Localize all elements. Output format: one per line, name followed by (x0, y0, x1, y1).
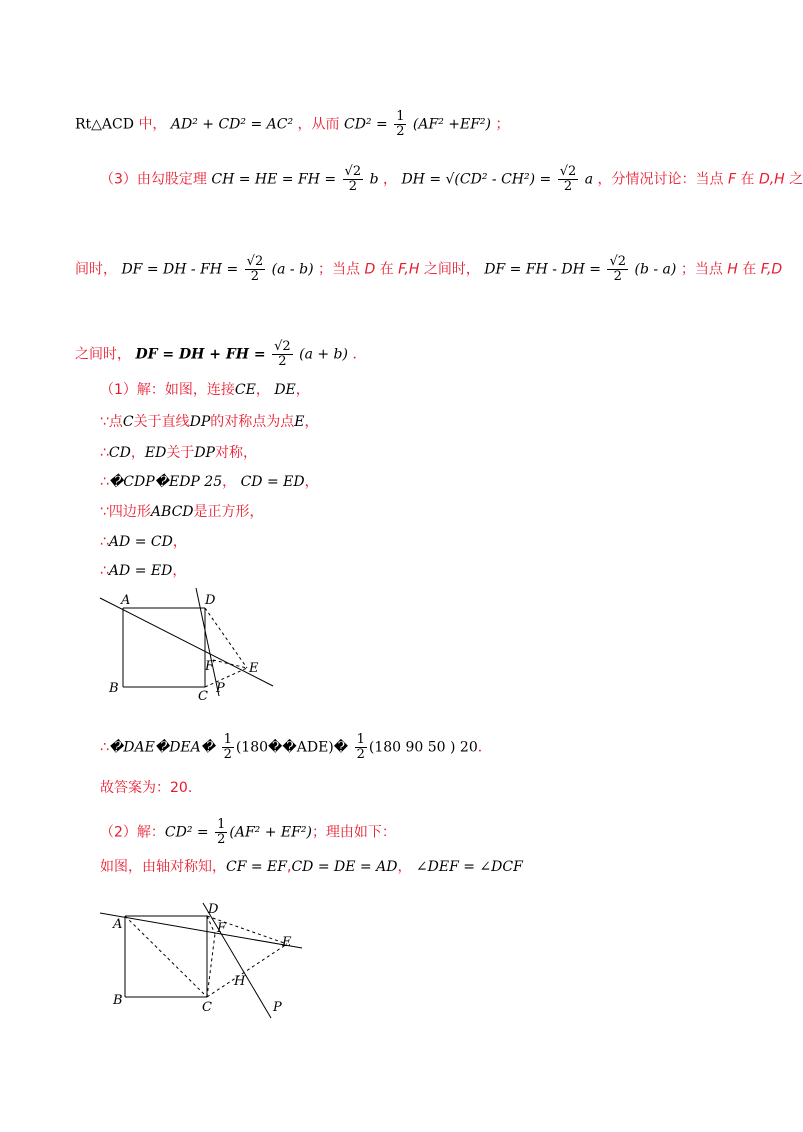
points-dh: D,H (758, 171, 785, 188)
sol-line-3 (100, 443, 257, 463)
eq-cd2-b: CD² = (164, 824, 209, 841)
fig2-label-b: B (113, 993, 123, 1008)
text-jianshi: 间时， (75, 261, 117, 278)
eq-b-minus-a: (b - a) (634, 261, 677, 278)
sep: ， (172, 563, 187, 579)
text-zai-3: 在 (742, 261, 757, 278)
fraction-sqrt2-over-2: $\frac{√2}{2}$ (344, 164, 362, 194)
sol-line-8 (100, 733, 492, 762)
fig1-label-p: P (216, 681, 225, 696)
eq-angles: �CDP�EDP 25 (108, 474, 223, 490)
line-1 (75, 110, 509, 139)
eq-ad-cd: AD = CD (108, 534, 173, 550)
text-zhong: 中， (138, 116, 167, 133)
text-semicolon: ； (495, 116, 510, 133)
line-4 (75, 340, 366, 369)
text-axis-sym: 如图，由轴对称知， (100, 859, 226, 875)
text-guanyu: 关于直线 (133, 414, 190, 430)
fig2-line-dp (203, 903, 271, 1018)
point-f: F (727, 171, 737, 188)
text-zai-2: 在 (379, 261, 394, 278)
eq-ch-he-fh: CH = HE = FH = (211, 171, 337, 188)
text-dangdian-2: ；当点 (680, 261, 723, 278)
text-duichen: 对称， (214, 445, 257, 461)
fig2-label-e: E (282, 935, 292, 950)
fig1-label-e: E (249, 661, 259, 676)
fig1-line-ae (100, 598, 273, 686)
point-e: E (294, 414, 305, 430)
eq-result-20: (180 90 50 ) 20 (368, 739, 478, 756)
eq-af-ef: (AF² +EF²) (412, 116, 492, 133)
line-dp: DP (194, 445, 215, 461)
fraction-sqrt2-over-2-c: $\frac{√2}{2}$ (246, 254, 264, 284)
text-square: 是正方形， (193, 504, 264, 520)
text-part1-connect: （1）解：如图，连接 (100, 382, 235, 398)
fraction-sqrt2-over-2-e: $\frac{√2}{2}$ (274, 339, 291, 369)
seg-ce: CE (234, 382, 256, 398)
text-zhi: 之 (789, 171, 803, 188)
sep: , (287, 859, 292, 875)
rt-triangle-acd: Rt△ACD (75, 116, 134, 133)
sep: ， (397, 859, 412, 875)
text-dangdian: ；当点 (318, 261, 360, 278)
fraction-sqrt2-over-2-b: $\frac{√2}{2}$ (559, 164, 577, 194)
eq-a-plus-b: (a + b) (299, 346, 348, 363)
because-quad: ∵四边形 (100, 504, 151, 520)
fig2-dash-cf (207, 934, 215, 997)
sep-end: ， (304, 474, 319, 490)
eq-180-ade: (180��ADE)� (235, 739, 349, 756)
text-zhijianshi-2: 之间时， (75, 346, 131, 363)
fig2-line-ae (100, 913, 302, 948)
quad-abcd: ABCD (150, 504, 194, 520)
sep: ， (222, 474, 237, 490)
text-fenqingkuang: ，分情况讨论：当点 (597, 171, 724, 188)
therefore: ∴ (100, 534, 109, 550)
because-point: ∵点 (100, 414, 123, 430)
text-zai: 在 (740, 171, 755, 188)
fraction-half-3: $\frac{1}{2}$ (356, 732, 365, 762)
line-3 (75, 255, 782, 284)
eq-cf-ef: CF = EF (226, 859, 287, 875)
fig1-label-d: D (205, 593, 216, 608)
eq-angle-dae: �DAE�DEA� (108, 739, 216, 756)
sol-line-10 (100, 818, 396, 847)
sol-line-7 (100, 561, 186, 581)
var-a: a (584, 171, 594, 188)
seg-cd: CD (108, 445, 131, 461)
sep-end: ， (295, 382, 310, 398)
point-d: D (364, 261, 376, 278)
eq-ad-cd-ac: AD² + CD² = AC² (170, 116, 294, 133)
label-part3: （3）由勾股定理 (100, 171, 207, 188)
point-h: H (727, 261, 738, 278)
sol-line-11 (100, 857, 523, 877)
fig1-label-b: B (109, 681, 119, 696)
figure-2 (95, 898, 310, 1023)
sol-line-4 (100, 472, 319, 492)
text-period: ． (352, 346, 367, 363)
sol-line-2 (100, 412, 319, 432)
fig1-label-a: A (121, 593, 131, 608)
eq-ad-ed: AD = ED (108, 563, 173, 579)
point-c: C (122, 414, 134, 430)
line-dp: DP (189, 414, 211, 430)
line-2 (100, 165, 803, 194)
answer-line: 故答案为：20. (100, 780, 193, 796)
fraction-half-2: $\frac{1}{2}$ (223, 732, 232, 762)
eq-dh: DH = √(CD² - CH²) = (401, 171, 552, 188)
text-zhijianshi: 之间时， (423, 261, 480, 278)
eq-df-fh-dh: DF = FH - DH = (484, 261, 602, 278)
eq-af-ef-b: (AF² + EF²) (229, 824, 312, 841)
fig2-label-d: D (208, 902, 219, 917)
fig2-label-a: A (113, 917, 123, 932)
text-reason: ；理由如下： (311, 824, 396, 841)
eq-angle-def-dcf: ∠DEF = ∠DCF (415, 859, 523, 875)
eq-df-dh-fh: DF = DH - FH = (121, 261, 239, 278)
fraction-half-4: $\frac{1}{2}$ (217, 817, 226, 847)
text-duichendian: 的对称点为点 (210, 414, 295, 430)
sol-line-5 (100, 502, 264, 522)
sep: ， (255, 382, 270, 398)
eq-df-dh-plus-fh: DF = DH + FH = (135, 346, 266, 363)
eq-a-minus-b: (a - b) (271, 261, 314, 278)
therefore: ∴ (100, 474, 109, 490)
sep: ， (304, 414, 319, 430)
fig2-label-p: P (273, 1000, 282, 1015)
fig1-label-c: C (198, 689, 208, 704)
fig2-dash-ce (207, 944, 287, 997)
eq-cd2: CD² = (344, 116, 388, 133)
points-fd: F,D (760, 261, 783, 278)
sep: ， (172, 534, 187, 550)
fig2-label-f: F (217, 921, 227, 936)
eq-cd-ed: CD = ED (240, 474, 305, 490)
text-comma: ， (382, 171, 397, 188)
sol-line-6 (100, 532, 187, 552)
label-part2: （2）解： (100, 824, 165, 841)
sol-line-1 (100, 380, 310, 400)
therefore: ∴ (100, 445, 109, 461)
figure-1 (95, 588, 285, 703)
eq-cd-de-ad: CD = DE = AD (291, 859, 398, 875)
period: ． (477, 739, 492, 756)
sep: ， (130, 445, 145, 461)
fig1-label-f: F (205, 659, 215, 674)
fig2-label-h: H (234, 974, 246, 989)
var-b: b (369, 171, 379, 188)
fig2-label-c: C (202, 1000, 212, 1015)
fig2-dash-ac (125, 916, 207, 997)
text-congeer: ，从而 (297, 116, 340, 133)
seg-de: DE (274, 382, 296, 398)
points-fh: F,H (398, 261, 420, 278)
fraction-half: $\frac{1}{2}$ (396, 109, 405, 139)
fraction-sqrt2-over-2-d: $\frac{√2}{2}$ (609, 254, 627, 284)
therefore: ∴ (100, 563, 109, 579)
seg-ed: ED (144, 445, 167, 461)
text-guanyu: 关于 (166, 445, 195, 461)
therefore: ∴ (100, 739, 109, 756)
